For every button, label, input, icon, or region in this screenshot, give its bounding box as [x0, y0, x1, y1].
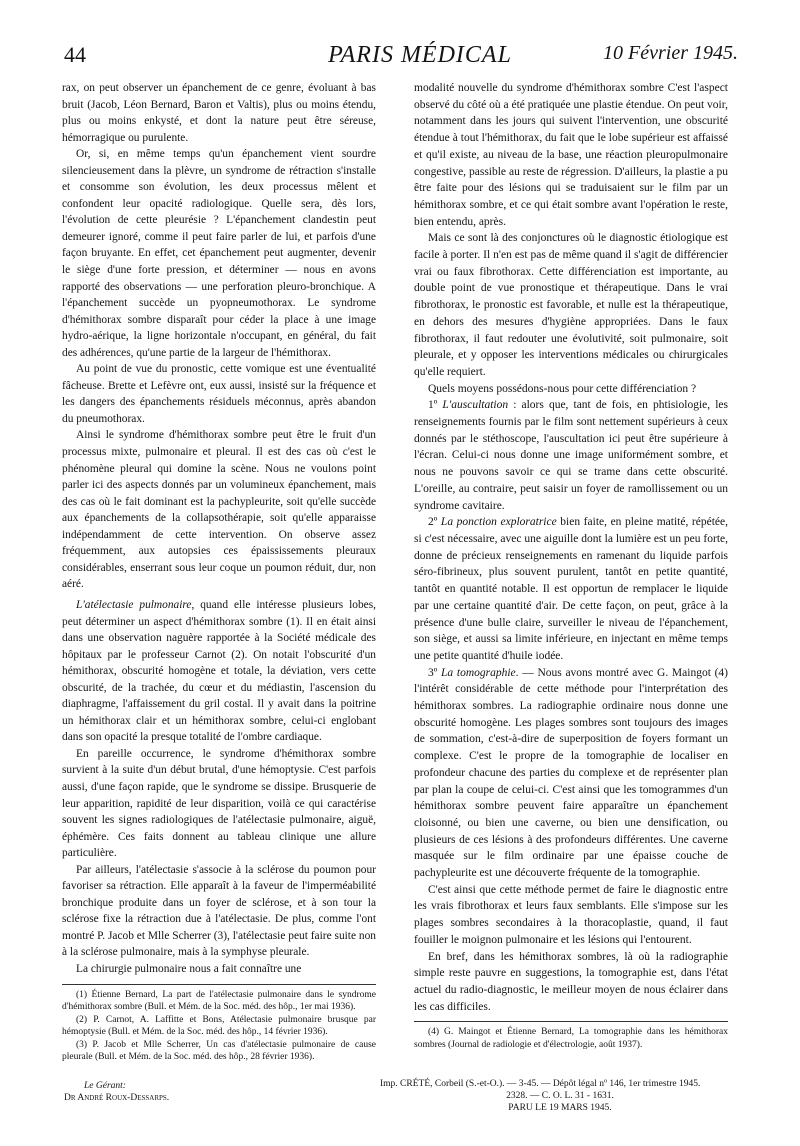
item-number: 1º: [428, 399, 443, 412]
section-term: L'auscultation: [442, 399, 509, 412]
paragraph: Quels moyens possédons-nous pour cette différenciation ?: [428, 382, 697, 395]
paragraph: [414, 665, 728, 882]
item-number: 3º: [428, 666, 442, 679]
paragraph: [62, 597, 376, 746]
paragraph: Or, si, en même temps qu'un épanchement vient sourdre silencieusement dans la plèvre, un syndrome de rétraction s'installe et consomme son évolution, les deux processus mêlent et confondent leur opacité radiologique. Quelle sera, dès lors, l'évolution de cette pleurésie ? L'épanchement clandestin peut demeurer ignoré, comme il peut faire parler de lui, et parfois d'une façon bruyante. En effet, cet épanchement peut augmenter, devenir le siège d'une forte pression, et déterminer — nous en avons rapporté des observations — une perforation pleuro-bronchique. A l'épanchement succède un pyopneumothorax. Le syndrome d'hémithorax sombre disparaît pour céder la place à une image hydro-aérique, la ligne horizontale n'occupant, en général, du fait des adhérences, qu'une partie de la largeur de l'hémithorax.: [62, 148, 376, 359]
footer-manager: [64, 1080, 234, 1104]
issue-date: 10 Février 1945.: [603, 42, 738, 64]
paragraph: Mais ce sont là des conjonctures où le diagnostic étiologique est facile à porter. Il n'en est pas de même quand il s'agit de différencier vrai ou faux fibrothorax. Cette différenciation est importante, au double point de vue pronostique et thérapeutique. Dans le vrai fibrothorax, le pronostic est favorable, et nulle est la thérapeutique, en dehors des mesures d'hygiène appropriées. Dans le faux fibrothorax, il faut redouter une évolutivité, soit pulmonaire, soit pleurale, et y opposer les interventions médicales ou chirurgicales qu'elle requiert.: [414, 232, 728, 378]
printer-line: Imp. CRÉTÉ, Corbeil (S.-et-O.). — 3-45. — Dépôt légal nº 146, 1er trimestre 1945.: [380, 1079, 701, 1089]
footnote-divider: [414, 1021, 728, 1022]
section-term: La tomographie: [441, 666, 516, 679]
codes-line: 2328. — C. O. L. 31 - 1631.: [506, 1091, 614, 1101]
paragraph: Ainsi le syndrome d'hémithorax sombre peut être le fruit d'un processus mixte, pulmonaire et pleural. Il est des cas où c'est le phénomène pleural qui domine la scène. Nous ne voulons point parler ici des aspects donnés par un volumineux épanchement, mais des cas où le fait dominant est la pachypleurite, soit qu'elle succède aux épanchements de la collapsothérapie, soit qu'elle apparaisse indépendamment de cette intervention. On observe assez fréquemment, aux autopsies ces épaississements pleuraux considérables, enserrant sous leur coque un poumon réduit, dur, non aéré.: [62, 429, 376, 591]
published-line: PARU LE 19 MARS 1945.: [508, 1103, 612, 1113]
left-column: [62, 80, 376, 1064]
paragraph: Au point de vue du pronostic, cette vomique est une éventualité fâcheuse. Brette et Lefèvre ont, eux aussi, insisté sur la fréquence et les dangers des épanchements résiduels méconnus, après abandon du pneumothorax.: [62, 363, 376, 425]
item-number: 2º: [428, 516, 441, 529]
paragraph-text: bien faite, en pleine matité, répétée, si c'est nécessaire, avec une aiguille dont la lumière est un peu forte, donne de précieux renseignements en ramenant du liquide parfois séro-fibrineux, plus souvent purulent, tantôt en petite quantité, tantôt en quantité notable. Il est opportun de remplacer le liquide par une certaine quantité d'air. De cette façon, on peut, grâce à la présence d'une bulle claire, surveiller le niveau de l'épanchement, son siège, et aussi sa limite inférieure, en injectant en même temps une petite quantité d'huile iodée.: [414, 516, 728, 662]
journal-title: PARIS MÉDICAL: [328, 42, 512, 68]
right-column: [414, 80, 728, 1051]
page-number: 44: [64, 42, 86, 67]
section-term: La ponction exploratrice: [440, 516, 557, 529]
paragraph: En bref, dans les hémithorax sombres, là où la radiographie simple reste pauvre en suggestions, la tomographie est, dans l'état actuel du radio-diagnostic, le meilleur moyen de nous éclairer dans les cas difficiles.: [414, 950, 728, 1013]
paragraph: modalité nouvelle du syndrome d'hémithorax sombre C'est l'aspect observé du côté où a été pratiquée une plastie étendue. On peut voir, notamment dans les jours qui suivent l'intervention, une obscurité étendue à tout l'hémithorax, du fait que le lobe supérieur est affaissé et qu'il existe, au niveau de la base, une réaction pleuropulmonaire congestive, passible au reste de régression. D'ailleurs, la plastie a pu être faite pour des lésions qui se traduisaient sur le film par un hémithorax sombre, et ce qui était sombre avant l'opération le reste, bien entendu, après.: [414, 82, 728, 228]
manager-label: Le Gérant:: [84, 1081, 126, 1091]
footnote: (4) G. Maingot et Étienne Bernard, La tomographie dans les hémithorax sombres (Journal de radiologie et d'électrologie, août 1937).: [414, 1027, 728, 1050]
footer-imprint: [380, 1078, 740, 1114]
paragraph: [414, 514, 728, 664]
paragraph: [414, 397, 728, 514]
paragraph-text: . — Nous avons montré avec G. Maingot (4) l'intérêt considérable de cette méthode pour l'interprétation des hémithorax sombres. La radiographie ordinaire nous donne une obscurité homogène. Les plages sombres sont toujours des images de sommation, c'est-à-dire de superposition de foyers formant un complexe. C'est le propre de la tomographie de localiser en profondeur chacune des parties du complexe et de représenter plan par plan la coupe de celui-ci. C'est ainsi que les tomogrammes d'un hémithorax sombre peuvent faire apparaître un épanchement cloisonné, ou bien une caverne, ou bien une densification, ou plusieurs de ces lésions à des profondeurs différentes. Une caverne masquée sur le film ordinaire par une épaisse couche de pachypleurite est une découverte fréquente de la tomographie.: [414, 666, 729, 880]
footnote: (2) P. Carnot, A. Laffitte et Bons, Atélectasie pulmonaire brusque par hémoptysie (Bull. et Mém. de la Soc. méd. des hôp., 14 février 1936).: [62, 1014, 376, 1038]
footnote-divider: [62, 984, 376, 985]
manager-name: Dr André Roux-Dessarps.: [64, 1093, 170, 1103]
paragraph: Par ailleurs, l'atélectasie s'associe à la sclérose du poumon pour favoriser sa rétraction. Elle apparaît à la faveur de l'imperméabilité bronchique produite dans un foyer de sclérose, et à son tour la sclérose fixe la rétraction due à l'atélectasie. De plus, comme l'ont montré P. Jacob et Mlle Scherrer (3), l'atélectasie peut faire suite non à la sclérose pulmonaire, mais à la symphyse pleurale.: [62, 863, 376, 959]
paragraph: C'est ainsi que cette méthode permet de faire le diagnostic entre les vrais fibrothorax et leurs faux semblants. Elle s'impose sur les plages sombres secondaires à la thoracoplastie, quand, il faut fouiller le moignon pulmonaire et les lésions qui l'entourent.: [414, 883, 728, 946]
paragraph: En pareille occurrence, le syndrome d'hémithorax sombre survient à la suite d'un début brutal, d'une hémoptysie. C'est parfois aussi, d'une façon rapide, que le syndrome se dissipe. Brusquerie de leur apparition, rapidité de leur disparition, voilà ce qui caractérise souvent les signes radiologiques de l'atélectasie pulmonaire, aiguë, éphémère. Ces faits donnent au tableau clinique une allure particulière.: [62, 747, 376, 860]
footnote: (3) P. Jacob et Mlle Scherrer, Un cas d'atélectasie pulmonaire de cause pleurale (Bull. et Mém. de la Soc. méd. des hôp., 28 février 1936).: [62, 1039, 376, 1063]
section-term: L'atélectasie pulmonaire: [76, 598, 192, 611]
paragraph: rax, on peut observer un épanchement de ce genre, évoluant à bas bruit (Jacob, Léon Bernard, Baron et Valtis), plus ou moins étendu, plus ou moins enkysté, et dont la nature peut être séreuse, hémorragique ou purulente.: [62, 82, 376, 144]
paragraph: La chirurgie pulmonaire nous a fait connaître une: [76, 962, 302, 975]
paragraph-text: , quand elle intéresse plusieurs lobes, peut déterminer un aspect d'hémithorax sombre (1). Il en était ainsi dans une observation naguère rapportée à la Société médicale des hôpitaux par le professeur Carnot (2). On notait l'obscurité d'un hémithorax, obscurité homogène et totale, la déviation, vers cette obscurité, de la trachée, du cœur et du médiastin, l'ascension du diaphragme, l'affaissement du gril costal. Il y avait dans la poitrine un hémithorax clair et un hémithorax sombre, celui-ci englobant dans son opacité la presque totalité de l'ombre cardiaque.: [62, 598, 376, 744]
paragraph-text: : alors que, tant de fois, en phtisiologie, les renseignements fournis par le film sont nettement supérieurs à ceux donnés par le stéthoscope, l'auscultation ici peut être supérieure à l'écran. Celui-ci nous donne une image uniformément sombre, et nous ne pouvons savoir ce qui se trame dans cette obscurité. L'oreille, au contraire, peut saisir un foyer de ramollissement ou un syndrome cavitaire.: [414, 399, 728, 512]
footnote: (1) Étienne Bernard, La part de l'atélectasie pulmonaire dans le syndrome d'hémithorax sombre (Bull. et Mém. de la Soc. méd. des hôp., 1er mai 1936).: [62, 989, 376, 1013]
